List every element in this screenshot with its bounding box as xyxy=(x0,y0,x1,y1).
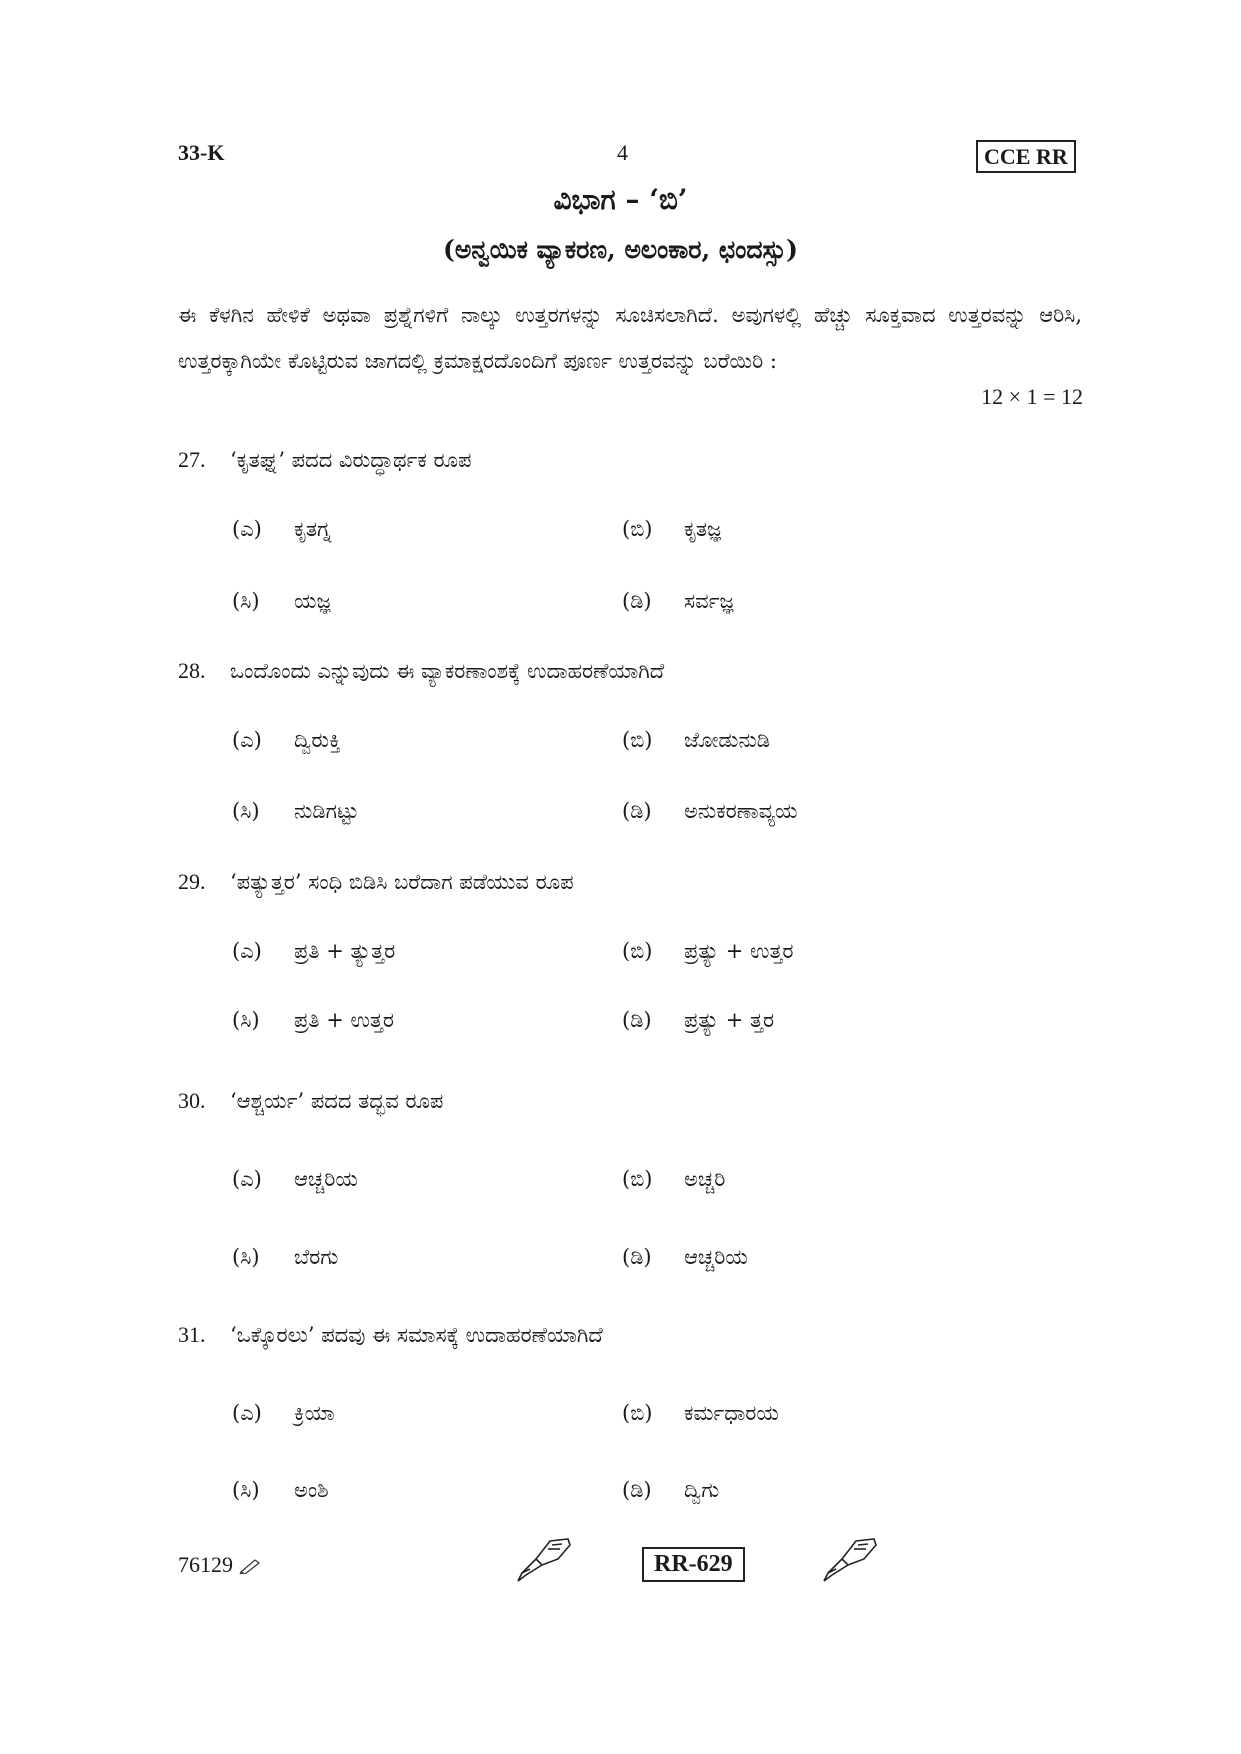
option-c xyxy=(232,799,359,824)
question-text: ‘ಆಶ್ಚರ್ಯ’ ಪದದ ತದ್ಭವ ರೂಪ xyxy=(230,1089,444,1113)
option-label: (ಸಿ) xyxy=(232,1245,260,1269)
paper-code: 33-K xyxy=(178,140,225,165)
footer-code-text: 76129 xyxy=(178,1552,233,1577)
question-text: ‘ಕೃತಘ್ನ’ ಪದದ ವಿರುದ್ಧಾರ್ಥಕ ರೂಪ xyxy=(230,448,472,472)
option-label: (ಸಿ) xyxy=(232,799,260,823)
option-text: ಪ್ರತಿ + ತ್ಯುತ್ತರ xyxy=(294,939,396,963)
fountain-pen-icon xyxy=(512,1535,574,1583)
option-text: ಪ್ರತ್ಯು + ತ್ತರ xyxy=(684,1008,775,1032)
instructions: ಈ ಕೆಳಗಿನ ಹೇಳಿಕೆ ಅಥವಾ ಪ್ರಶ್ನೆಗಳಿಗೆ ನಾಲ್ಕು ಉತ್ತರಗಳನ್ನು ಸೂಚಿಸಲಾಗಿದೆ. ಅವುಗಳಲ್ಲಿ ಹೆಚ್ಚು ಸೂಕ್ತವಾದ ಉತ್ತರವನ್ನು ಆರಿಸಿ, ಉತ್ತರಕ್ಕಾಗಿಯೇ ಕೊಟ್ಟಿರುವ ಜಾಗದಲ್ಲಿ ಕ್ರಮಾಕ್ಷರದೊಂದಿಗೆ ಪೂರ್ಣ ಉತ್ತರವನ್ನು ಬರೆಯಿರಿ : xyxy=(178,303,1082,373)
option-d xyxy=(622,799,797,824)
option-b xyxy=(622,1401,779,1426)
question-28 xyxy=(178,658,664,684)
option-c xyxy=(232,589,330,614)
question-31 xyxy=(178,1322,603,1348)
question-text: ‘ಒಕ್ಕೊರಲು’ ಪದವು ಈ ಸಮಾಸಕ್ಕೆ ಉದಾಹರಣೆಯಾಗಿದೆ xyxy=(230,1323,603,1347)
question-number: 27. xyxy=(178,447,206,472)
pencil-icon xyxy=(239,1558,261,1574)
marks-allocation: 12 × 1 = 12 xyxy=(981,384,1083,409)
option-text: ಕರ್ಮಧಾರಯ xyxy=(684,1401,779,1425)
option-a xyxy=(232,728,341,753)
question-number: 31. xyxy=(178,1322,206,1347)
question-27 xyxy=(178,447,472,473)
question-text: ಒಂದೊಂದು ಎನ್ನುವುದು ಈ ವ್ಯಾಕರಣಾಂಶಕ್ಕೆ ಉದಾಹರಣೆಯಾಗಿದೆ xyxy=(230,659,665,683)
option-c xyxy=(232,1245,338,1270)
option-text: ಯಜ್ಞ xyxy=(294,589,331,613)
question-number: 29. xyxy=(178,869,206,894)
option-text: ಜೋಡುನುಡಿ xyxy=(684,728,771,752)
option-text: ನುಡಿಗಟ್ಟು xyxy=(294,799,359,823)
option-text: ದ್ವಿರುಕ್ತಿ xyxy=(294,728,341,752)
option-label: (ಬಿ) xyxy=(622,517,653,541)
scheme-badge: CCE RR xyxy=(976,140,1076,173)
option-b xyxy=(622,1167,725,1192)
option-text: ಬೆರಗು xyxy=(294,1245,339,1269)
option-a xyxy=(232,517,331,542)
option-label: (ಬಿ) xyxy=(622,939,653,963)
option-text: ಪ್ರತಿ + ಉತ್ತರ xyxy=(294,1008,394,1032)
fountain-pen-icon xyxy=(818,1535,880,1583)
section-subtitle: (ಅನ್ವಯಿಕ ವ್ಯಾಕರಣ, ಅಲಂಕಾರ, ಛಂದಸ್ಸು) xyxy=(443,235,798,264)
option-label: (ಎ) xyxy=(232,517,262,541)
option-label: (ಎ) xyxy=(232,728,262,752)
option-text: ಅನುಕರಣಾವ್ಯಯ xyxy=(684,799,798,823)
question-29 xyxy=(178,869,574,895)
option-label: (ಎ) xyxy=(232,939,262,963)
question-30 xyxy=(178,1088,443,1114)
option-a xyxy=(232,1401,335,1426)
option-d xyxy=(622,1478,719,1503)
option-text: ಕೃತಜ್ಞ xyxy=(684,517,722,541)
rr-code-box: RR-629 xyxy=(642,1547,745,1582)
option-text: ಆಚ್ಚರಿಯ xyxy=(294,1167,358,1191)
option-label: (ಬಿ) xyxy=(622,1401,653,1425)
option-text: ಕ್ರಿಯಾ xyxy=(294,1401,335,1425)
option-b xyxy=(622,517,721,542)
option-label: (ಎ) xyxy=(232,1167,262,1191)
option-b xyxy=(622,939,794,964)
option-label: (ಸಿ) xyxy=(232,1478,260,1502)
option-label: (ಡಿ) xyxy=(622,1245,652,1269)
option-text: ಸರ್ವಜ್ಞ xyxy=(684,589,734,613)
option-d xyxy=(622,1245,748,1270)
option-text: ಕೃತಗ್ನ xyxy=(294,517,332,541)
page-number: 4 xyxy=(617,140,628,165)
option-label: (ಬಿ) xyxy=(622,1167,653,1191)
option-text: ಆಚ್ಚರಿಯ xyxy=(684,1245,748,1269)
option-label: (ಎ) xyxy=(232,1401,262,1425)
option-a xyxy=(232,939,395,964)
section-title: ವಿಭಾಗ – ‘ಬಿ’ xyxy=(553,183,688,216)
option-text: ಪ್ರತ್ಯು + ಉತ್ತರ xyxy=(684,939,794,963)
option-d xyxy=(622,589,733,614)
option-b xyxy=(622,728,770,753)
question-text: ‘ಪತ್ಯುತ್ತರ’ ಸಂಧಿ ಬಿಡಿಸಿ ಬರೆದಾಗ ಪಡೆಯುವ ರೂಪ xyxy=(230,870,574,894)
option-label: (ಸಿ) xyxy=(232,589,260,613)
footer-code xyxy=(178,1552,261,1578)
option-text: ದ್ವಿಗು xyxy=(684,1478,720,1502)
option-label: (ಡಿ) xyxy=(622,799,652,823)
option-label: (ಬಿ) xyxy=(622,728,653,752)
option-c xyxy=(232,1478,329,1503)
option-label: (ಸಿ) xyxy=(232,1008,260,1032)
question-number: 28. xyxy=(178,658,206,683)
option-a xyxy=(232,1167,358,1192)
option-text: ಅಂಶಿ xyxy=(294,1478,329,1502)
option-label: (ಡಿ) xyxy=(622,1008,652,1032)
option-label: (ಡಿ) xyxy=(622,1478,652,1502)
question-number: 30. xyxy=(178,1088,206,1113)
option-label: (ಡಿ) xyxy=(622,589,652,613)
option-d xyxy=(622,1008,774,1033)
option-text: ಅಚ್ಚರಿ xyxy=(684,1167,726,1191)
option-c xyxy=(232,1008,394,1033)
